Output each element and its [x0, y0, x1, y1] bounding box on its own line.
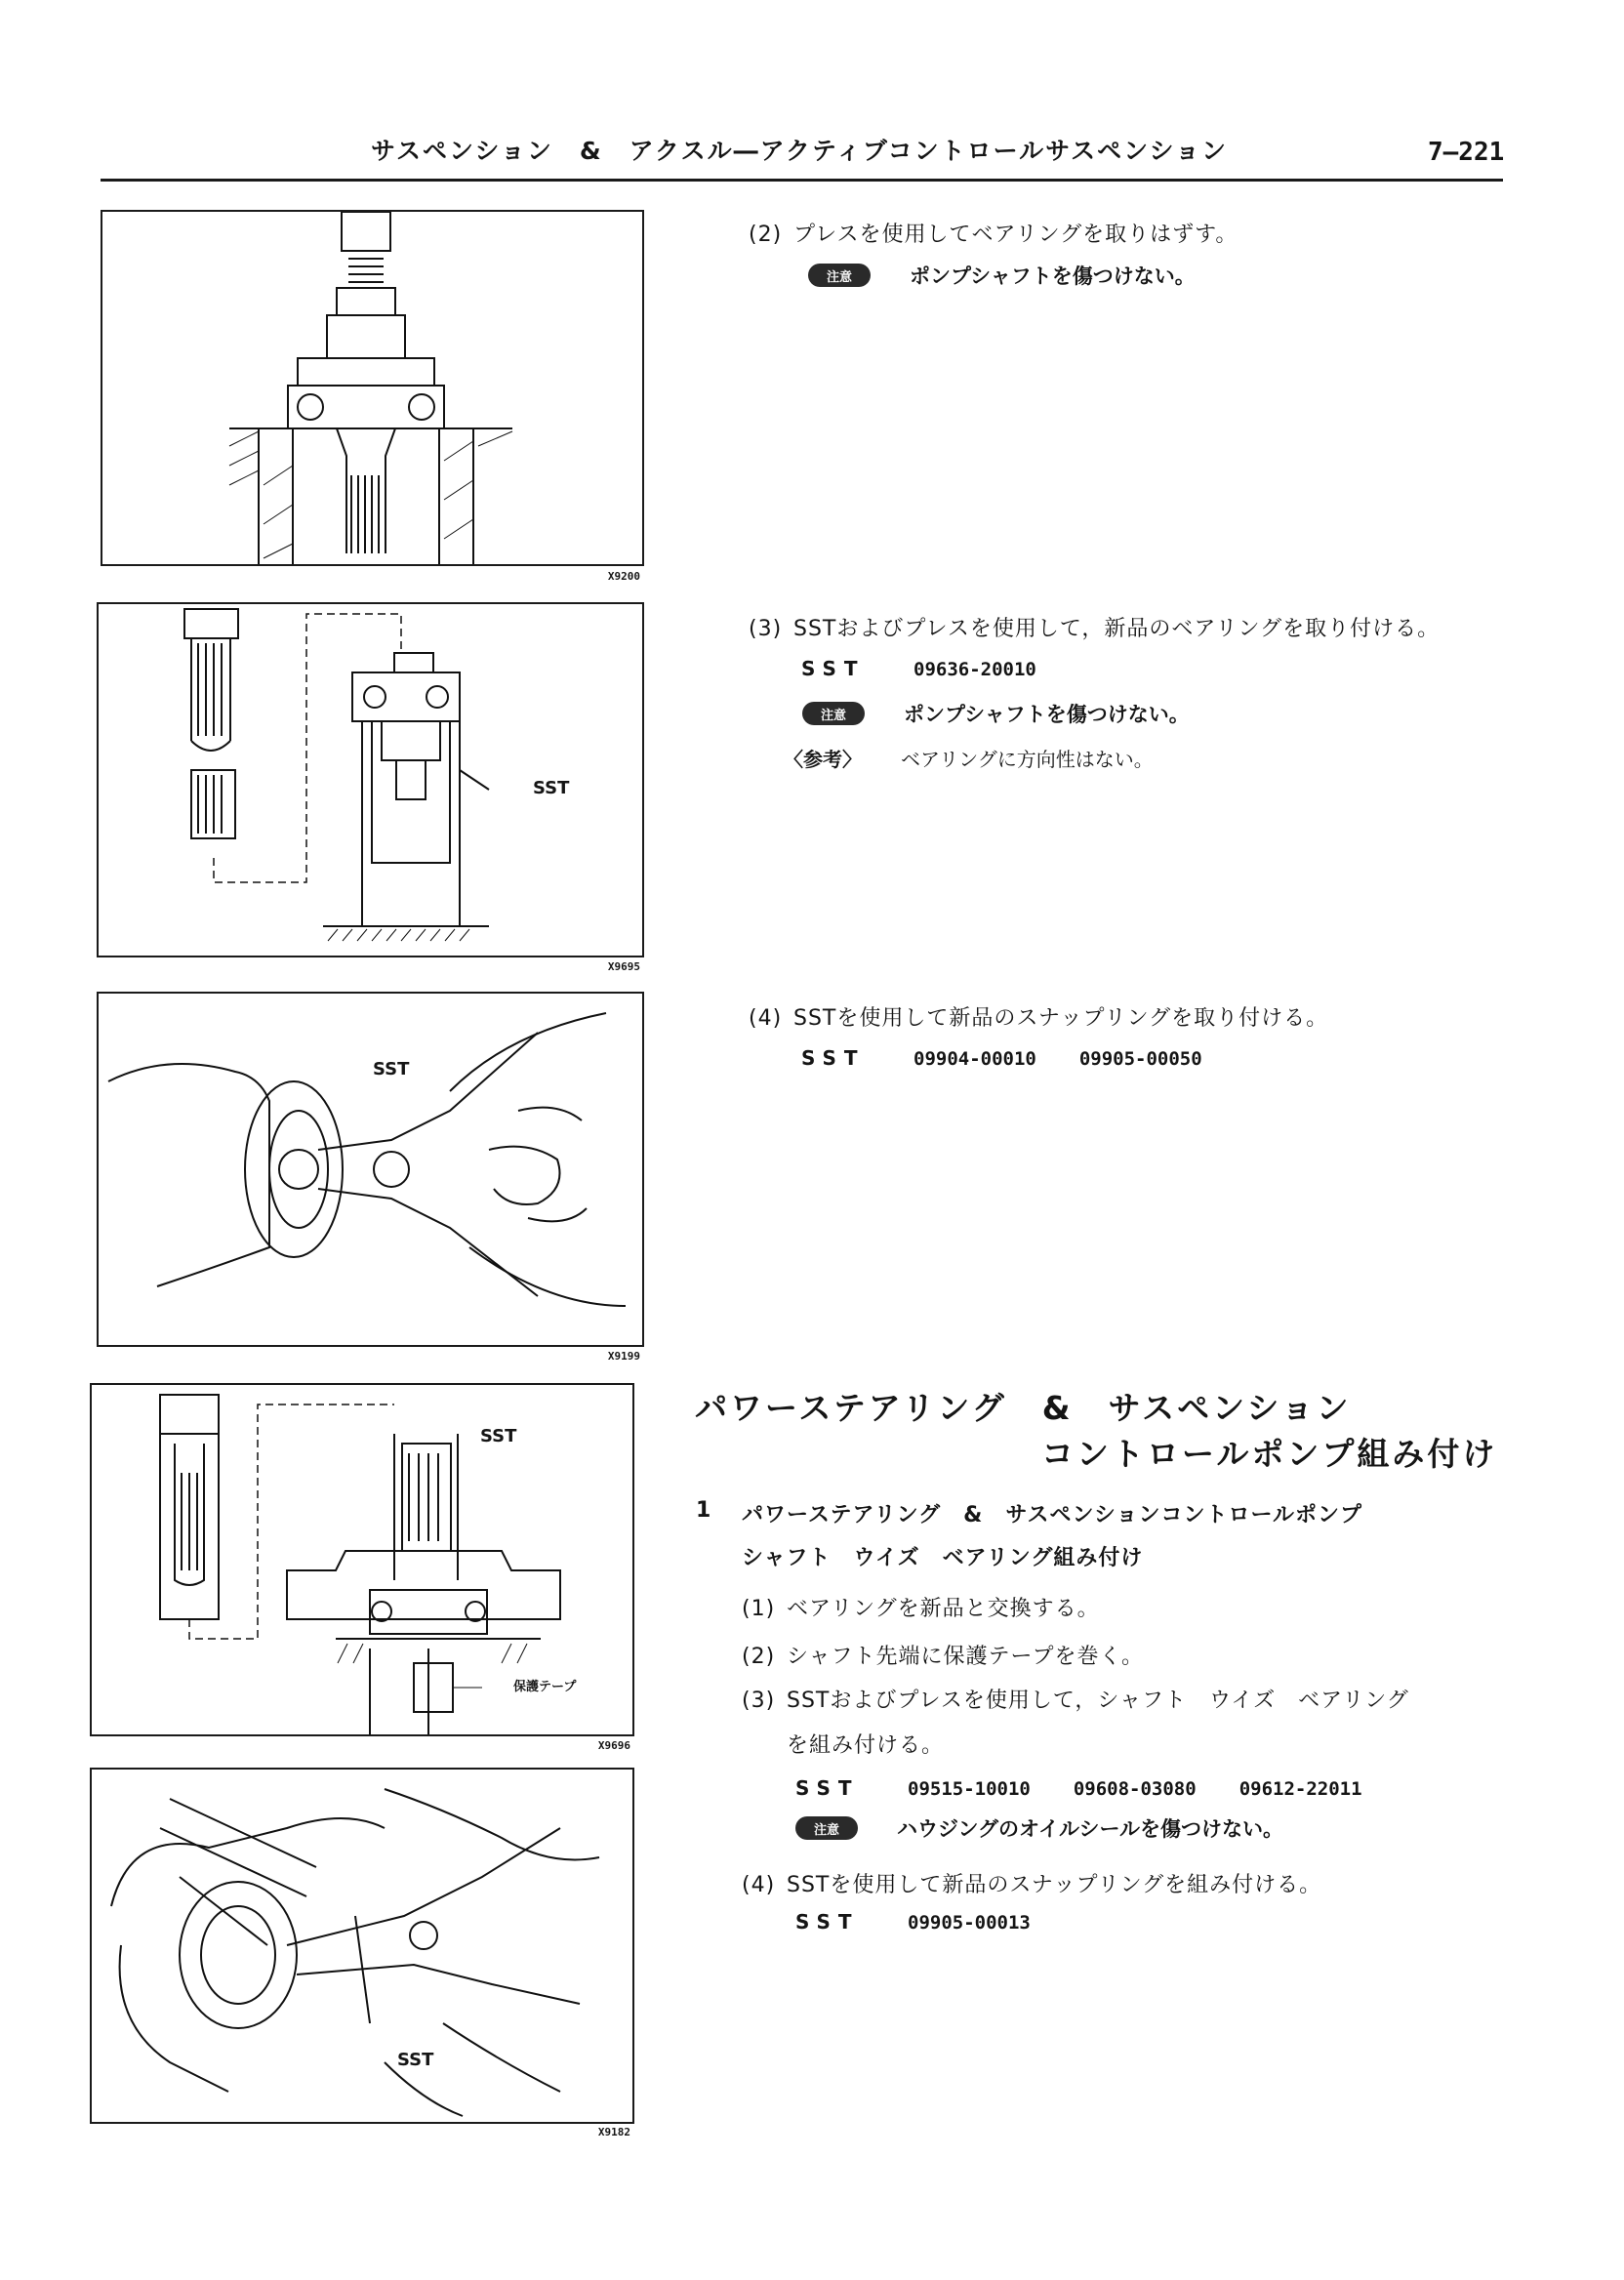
- sst-label: SST: [795, 1910, 860, 1934]
- reference-label: 〈参考〉: [784, 748, 862, 771]
- assembly-step-2: [742, 1640, 1144, 1670]
- step-number: (3): [742, 1689, 776, 1713]
- step-text: シャフト先端に保護テープを巻く。: [787, 1645, 1145, 1669]
- assembly-step-3: [742, 1684, 1409, 1714]
- caution-badge: 注意: [808, 264, 871, 287]
- sst-code: 09904-00010: [914, 1048, 1036, 1070]
- assembly-step-1: [742, 1592, 1100, 1622]
- sst-callout-label: SST: [533, 778, 570, 798]
- figure-bearing-removal: [101, 210, 644, 566]
- sst-code: 09905-00050: [1078, 1048, 1202, 1070]
- caution-text: ハウジングのオイルシールを傷つけない。: [897, 1817, 1284, 1841]
- sst-line: [801, 1046, 1245, 1070]
- section-title-line2: コントロールポンプ組み付け: [1041, 1435, 1498, 1473]
- caution-note: [802, 699, 1190, 728]
- caution-text: ポンプシャフトを傷つけない。: [904, 703, 1190, 726]
- item-heading-line1: パワーステアリング & サスペンションコントロールポンプ: [742, 1503, 1363, 1527]
- figure-code: X9200: [607, 570, 640, 583]
- figure-shaft-assembly: [90, 1383, 634, 1736]
- reference-note: [784, 744, 1154, 772]
- sst-line: [801, 657, 1079, 680]
- step-text: SSTおよびプレスを使用して，シャフト ウイズ ベアリング: [787, 1689, 1409, 1713]
- figure-code: X9695: [607, 960, 640, 973]
- figure-snap-ring-install: [97, 992, 644, 1347]
- reference-text: ベアリングに方向性はない。: [901, 748, 1154, 771]
- tape-callout-label: 保護テープ: [513, 1680, 577, 1694]
- sst-label: SST: [795, 1776, 860, 1800]
- step-text: プレスを使用してベアリングを取りはずす。: [793, 223, 1238, 247]
- step-number: (4): [742, 1873, 776, 1897]
- step-number: (2): [749, 223, 783, 247]
- snap-ring-illustration: [99, 994, 642, 1345]
- figure-code: X9696: [597, 1739, 630, 1752]
- step-4: [749, 1001, 1328, 1032]
- bearing-removal-illustration: [102, 212, 642, 564]
- sst-code: 09608-03080: [1073, 1778, 1197, 1800]
- caution-note: [795, 1813, 1283, 1843]
- figure-code: X9182: [597, 2126, 630, 2138]
- figure-bearing-install: [97, 602, 644, 957]
- sst-code: 09636-20010: [914, 659, 1036, 680]
- caution-badge: 注意: [795, 1816, 858, 1840]
- step-number: (1): [742, 1597, 776, 1621]
- sst-line: [795, 1910, 1074, 1934]
- step-text: ベアリングを新品と交換する。: [787, 1597, 1100, 1621]
- item-heading-line2: シャフト ウイズ ベアリング組み付け: [742, 1546, 1144, 1570]
- item-number: 1: [696, 1498, 712, 1523]
- figure-code: X9199: [607, 1350, 640, 1363]
- page-header-title: サスペンション & アクスル―アクティブコントロールサスペンション: [371, 137, 1229, 165]
- page-number: 7–221: [1428, 138, 1505, 167]
- step-number: (3): [749, 617, 783, 641]
- step-3: [749, 612, 1440, 642]
- sst-code: 09612-22011: [1238, 1778, 1362, 1800]
- step-number: (2): [742, 1645, 776, 1669]
- sst-code: 09515-10010: [908, 1778, 1031, 1800]
- sst-line: [795, 1776, 1405, 1800]
- sst-label: SST: [801, 657, 866, 680]
- figure-housing-snap-ring: [90, 1768, 634, 2124]
- header-rule: [101, 179, 1503, 182]
- assembly-step-3-continued: を組み付ける。: [787, 1733, 945, 1758]
- housing-snap-ring-illustration: [92, 1770, 632, 2122]
- caution-badge: 注意: [802, 702, 865, 725]
- caution-note: [808, 261, 1196, 290]
- section-title-line1: パワーステアリング & サスペンション: [695, 1389, 1352, 1427]
- sst-callout-label: SST: [397, 2050, 434, 2070]
- step-text: SSTを使用して新品のスナップリングを組み付ける。: [787, 1873, 1322, 1897]
- step-text: SSTを使用して新品のスナップリングを取り付ける。: [793, 1006, 1329, 1031]
- sst-label: SST: [801, 1046, 866, 1070]
- sst-callout-label: SST: [480, 1426, 517, 1446]
- step-number: (4): [749, 1006, 783, 1031]
- sst-callout-label: SST: [373, 1059, 410, 1079]
- caution-text: ポンプシャフトを傷つけない。: [910, 265, 1196, 288]
- assembly-step-4: [742, 1868, 1321, 1898]
- sst-code: 09905-00013: [908, 1912, 1031, 1934]
- step-text: SSTおよびプレスを使用して，新品のベアリングを取り付ける。: [793, 617, 1441, 641]
- step-2: [749, 218, 1238, 248]
